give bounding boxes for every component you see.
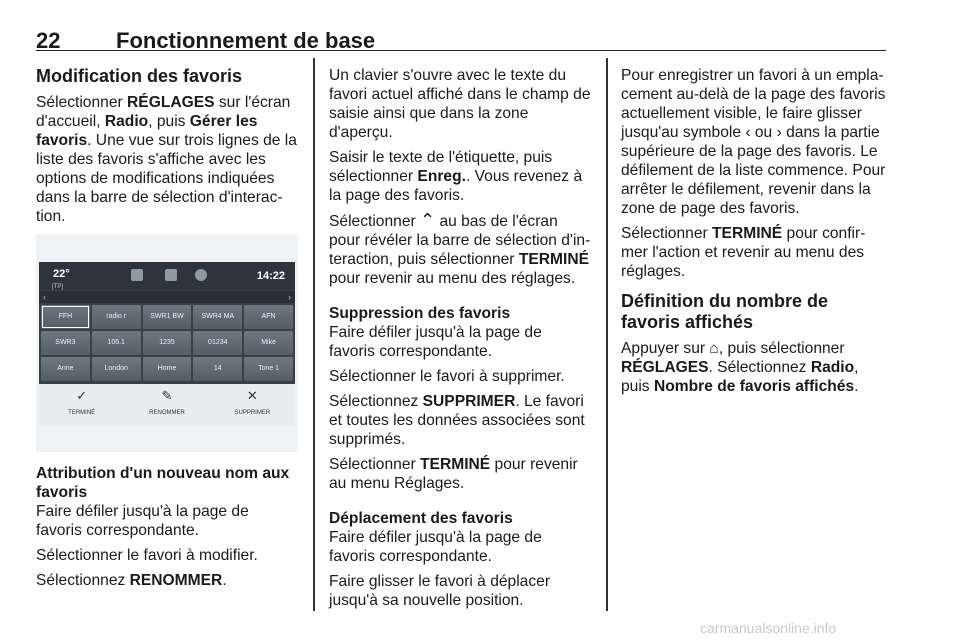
favorite-button: Home <box>143 357 192 381</box>
favorite-button: radio r <box>92 305 141 329</box>
favorite-button: London <box>92 357 141 381</box>
paragraph: Sélectionner le favori à supprimer. <box>329 368 565 385</box>
paragraph: Sélectionnez RENOMMER. <box>36 572 227 589</box>
chevron-right-icon: › <box>288 292 291 302</box>
page-number: 22 <box>36 28 61 53</box>
favorite-button: Tone 1 <box>244 357 293 381</box>
page-header <box>36 10 886 51</box>
phone-icon <box>165 269 177 281</box>
favorite-button: 01234 <box>193 331 242 355</box>
favorite-button: SWR4 MA <box>193 305 242 329</box>
home-icon: ⌂ <box>709 340 719 357</box>
chevron-right-icon: › <box>776 124 782 141</box>
check-icon: ✓ <box>76 388 88 403</box>
favorites-nav-bar <box>39 291 295 303</box>
music-icon <box>131 269 143 281</box>
favorite-button: 14 <box>193 357 242 381</box>
interaction-selector-bar <box>39 384 295 426</box>
section-heading: Définition du nombre de favoris affichés <box>621 291 828 332</box>
paragraph: Faire défiler jusqu'à la page de favoris correspondante. <box>36 503 249 539</box>
favorite-button: AFN <box>244 305 293 329</box>
paragraph: Appuyer sur ⌂, puis sélectionner RÉGLAGES. Sélectionnez Radio, puis Nombre de favoris affichés. <box>621 340 859 395</box>
watermark: carmanualsonline.info <box>700 620 837 636</box>
temperature: 22° <box>53 268 70 280</box>
chevron-up-icon: ⌃ <box>420 210 436 230</box>
done-action: ✓ TERMINÉ <box>39 384 124 426</box>
subsection-heading: Suppression des favoris <box>329 305 511 322</box>
column-1 <box>36 66 298 596</box>
delete-action: ✕ SUPPRIMER <box>210 384 295 426</box>
favorite-button: FFH <box>41 305 90 329</box>
page-title: Fonctionnement de base <box>116 28 376 53</box>
pencil-icon: ✎ <box>161 388 173 403</box>
paragraph: Sélectionner ⌃ au bas de l'écran pour révéler la barre de sélection d'interaction, puis sélectionner TERMINÉ pour revenir au menu des réglages. <box>329 210 591 287</box>
favorites-grid <box>41 305 293 383</box>
chevron-left-icon: ‹ <box>745 124 751 141</box>
paragraph: Un clavier s'ouvre avec le texte du favori actuel affiché dans le champ de saisie ainsi que dans la zone d'aperçu. <box>329 67 591 141</box>
paragraph: Sélectionner TERMINÉ pour revenir au menu Réglages. <box>329 456 578 492</box>
chevron-left-icon: ‹ <box>43 292 46 302</box>
column-divider <box>313 58 315 611</box>
paragraph: Sélectionnez SUPPRIMER. Le favori et toutes les données associées sont supprimés. <box>329 393 585 448</box>
paragraph: Faire glisser le favori à déplacer jusqu'à sa nouvelle position. <box>329 573 551 609</box>
favorites-row <box>41 357 293 381</box>
favorite-button: 1235 <box>143 331 192 355</box>
navigation-icon <box>195 269 207 281</box>
favorites-row <box>41 331 293 355</box>
clock: 14:22 <box>256 270 285 282</box>
status-bar <box>39 262 295 290</box>
paragraph: Sélectionner le favori à modifier. <box>36 547 258 564</box>
screen-display <box>39 262 295 426</box>
paragraph: Sélectionner RÉGLAGES sur l'écran d'accueil, Radio, puis Gérer les favoris. Une vue sur trois lignes de la liste des favoris s'affiche avec les options de modifications indiquées dans la barre de sélection d'interaction. <box>36 94 297 225</box>
paragraph: Saisir le texte de l'étiquette, puis sélectionner Enreg.. Vous revenez à la page des favoris. <box>329 149 583 204</box>
column-divider <box>606 58 608 611</box>
subsection-heading: Déplacement des favoris <box>329 510 513 527</box>
infotainment-screen-figure <box>36 234 298 452</box>
paragraph: Faire défiler jusqu'à la page de favoris correspondante. <box>329 529 542 565</box>
column-3 <box>621 66 887 402</box>
paragraph: Faire défiler jusqu'à la page de favoris correspondante. <box>329 324 542 360</box>
tp-indicator: [TP] <box>52 284 64 290</box>
favorite-button: SWR3 <box>41 331 90 355</box>
paragraph: Sélectionner TERMINÉ pour confirmer l'action et revenir au menu des réglages. <box>621 225 866 280</box>
paragraph: Pour enregistrer un favori à un emplacement au-delà de la page des favoris actuellement visible, le faire glisser jusqu'au symbole ‹ ou › dans la partie supérieure de la page des favoris. Le défilement de la liste commence. Pour arrêter le défilement, revenir dans la zone de page des favoris. <box>621 67 886 217</box>
favorite-button: SWR1 BW <box>143 305 192 329</box>
section-heading: Modification des favoris <box>36 66 243 86</box>
column-2 <box>329 66 591 616</box>
favorites-row <box>41 305 293 329</box>
rename-action: ✎ RENOMMER <box>124 384 209 426</box>
close-icon: ✕ <box>246 388 258 403</box>
favorite-button: Mike <box>244 331 293 355</box>
favorite-button: Anne <box>41 357 90 381</box>
subsection-heading: Attribution d'un nouveau nom aux favoris <box>36 465 290 501</box>
favorite-button: 106.1 <box>92 331 141 355</box>
